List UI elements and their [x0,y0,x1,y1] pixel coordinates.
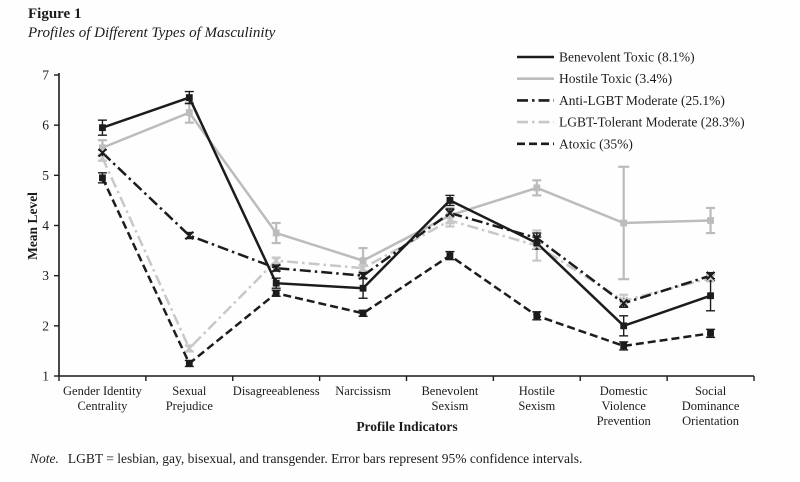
marker-0-1 [186,109,193,116]
y-tick-label-5: 5 [42,167,49,183]
legend-label-1: Hostile Toxic (3.4%) [559,71,673,87]
note-prefix-label: Note. [30,451,59,466]
category-label-7-line-1: Dominance [681,399,740,413]
marker-0-5 [533,184,540,191]
series-line-3 [102,153,710,304]
legend-label-4: Atoxic (35%) [559,136,633,152]
marker-4-0 [99,174,106,181]
marker-2-6 [620,322,627,329]
legend-label-2: Anti-LGBT Moderate (25.1%) [559,92,725,108]
category-label-0-line-0: Gender Identity [63,384,142,398]
y-tick-label-6: 6 [42,117,49,133]
category-label-3: Narcissism [335,384,391,398]
marker-4-5 [533,312,540,319]
legend-label-3: LGBT-Tolerant Moderate (28.3%) [559,114,745,130]
marker-2-0 [99,124,106,131]
legend-label-0: Benevolent Toxic (8.1%) [559,49,695,65]
note-text: LGBT = lesbian, gay, bisexual, and transgender. Error bars represent 95% confidence intervals. [67,451,583,466]
category-label-1-line-0: Sexual [172,384,207,398]
category-label-6-line-1: Violence [601,399,646,413]
marker-4-1 [186,360,193,367]
figure-label: Figure 1 [28,6,82,22]
category-label-0-line-1: Centrality [77,399,128,413]
marker-4-7 [707,330,714,337]
category-label-5-line-0: Hostile [518,384,555,398]
marker-2-1 [186,94,193,101]
y-tick-label-1: 1 [42,368,49,384]
marker-4-4 [447,252,454,259]
marker-2-7 [707,292,714,299]
marker-4-6 [620,343,627,350]
marker-0-7 [707,217,714,224]
marker-0-3 [360,257,367,264]
category-label-6-line-2: Prevention [596,414,651,428]
y-tick-label-3: 3 [42,268,49,284]
figure-note [30,451,582,467]
y-tick-label-4: 4 [42,218,49,233]
category-label-7-line-0: Social [694,384,727,398]
category-label-4-line-0: Benevolent [421,384,479,398]
marker-2-2 [273,280,280,287]
marker-0-2 [273,230,280,237]
marker-4-2 [273,290,280,297]
y-tick-label-2: 2 [42,318,49,334]
y-axis-title: Mean Level [25,192,40,260]
marker-4-3 [360,310,367,317]
category-label-7-line-2: Orientation [682,414,740,428]
y-tick-label-7: 7 [42,67,49,83]
series-line-2 [102,98,710,326]
category-label-6-line-0: Domestic [599,384,648,398]
series-line-1 [102,158,710,349]
category-label-2: Disagreeableness [232,384,320,398]
x-axis-title: Profile Indicators [356,419,458,434]
category-label-1-line-1: Prejudice [165,399,213,413]
category-label-5-line-1: Sexism [518,399,556,413]
marker-2-4 [447,197,454,204]
marker-2-3 [360,285,367,292]
category-label-4-line-1: Sexism [431,399,469,413]
marker-0-6 [620,220,627,227]
figure-title: Profiles of Different Types of Masculinity [28,24,276,41]
